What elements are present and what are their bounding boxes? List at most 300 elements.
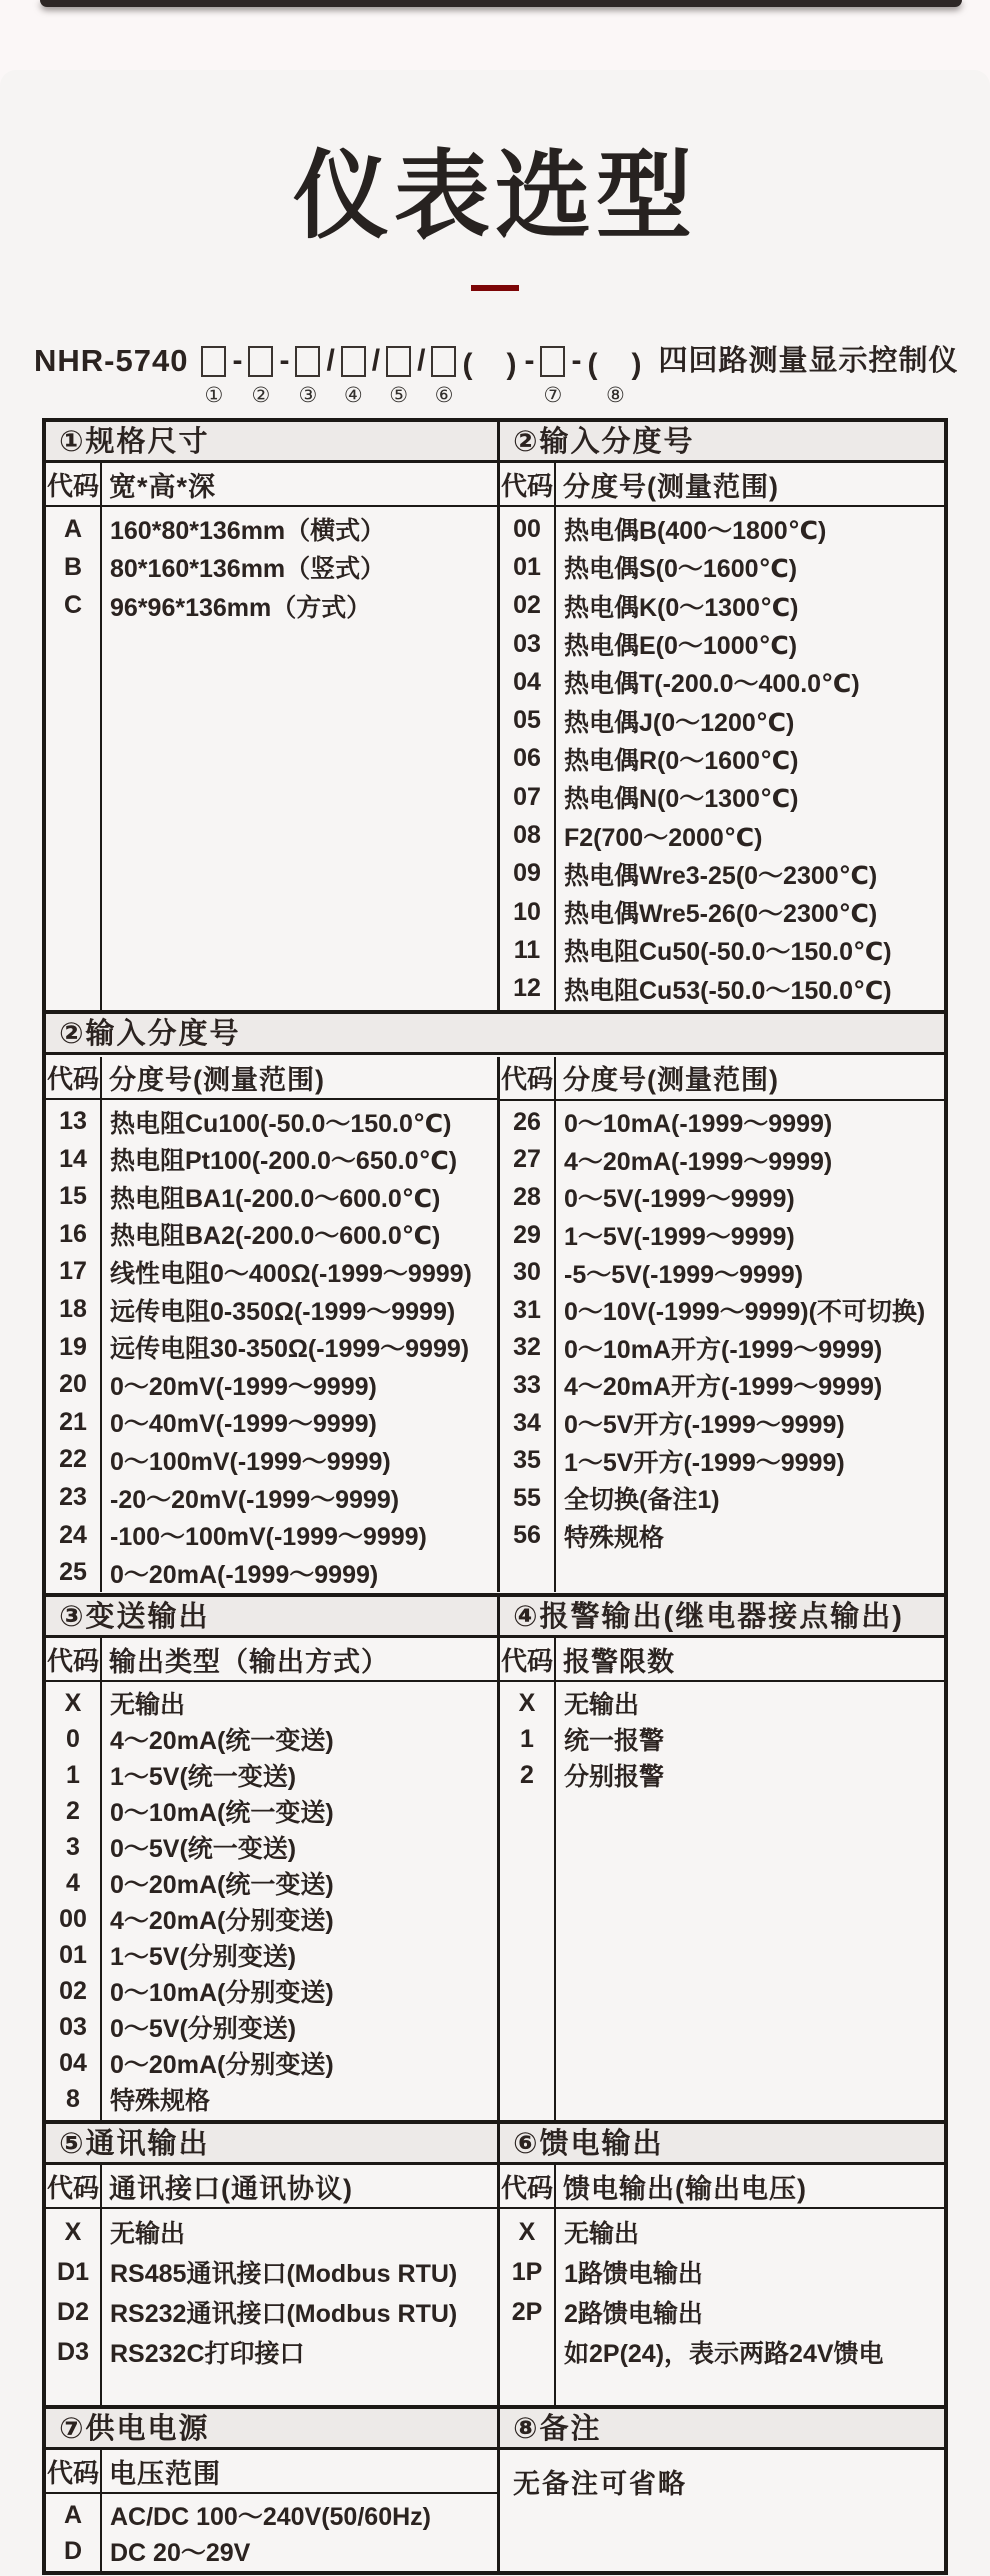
- section-header: ②输入分度号: [500, 422, 944, 463]
- model-code-separator: -: [524, 341, 534, 409]
- circled-position-number: [488, 383, 494, 409]
- table-row: [500, 1141, 944, 1179]
- table-band-4: [46, 2124, 944, 2409]
- row-value: 热电偶Wre5-26(0～2300℃): [564, 900, 878, 929]
- table-row: [500, 1367, 944, 1405]
- row-value: -20～20mV(-1999～9999): [110, 1485, 400, 1514]
- row-value: 热电偶R(0～1600℃): [564, 746, 799, 775]
- code-column-header: 代码: [500, 1645, 553, 1676]
- blank-code-box: [341, 346, 366, 377]
- row-value: 0～10V(-1999～9999)(不可切换): [564, 1298, 926, 1327]
- section-header: ①规格尺寸: [46, 422, 497, 463]
- table-row: [500, 1442, 944, 1480]
- model-code-separator: -: [279, 341, 289, 409]
- rows-feed-output: [500, 2209, 944, 2405]
- row-code: 25: [59, 1558, 87, 1587]
- row-value: RS232C打印接口: [110, 2340, 305, 2368]
- model-code-separator: /: [372, 341, 380, 409]
- value-column-header: 输出类型（输出方式）: [109, 1646, 389, 1677]
- row-value: 0～20mA(分别变送): [110, 2051, 334, 2079]
- row-code: 01: [513, 552, 541, 581]
- row-code: 28: [513, 1182, 541, 1211]
- row-code: 3: [66, 1832, 80, 1861]
- model-code-parens: ( ) ⑧: [587, 348, 644, 407]
- section-power-supply: [46, 2409, 500, 2571]
- code-column-divider: [554, 1638, 556, 2120]
- row-value: 热电偶K(0～1300℃): [564, 593, 799, 622]
- table-row: [500, 931, 944, 969]
- row-code: C: [63, 591, 83, 620]
- table-row: [46, 1973, 497, 2009]
- table-row: [500, 587, 944, 625]
- section-header: ④报警输出(继电器接点输出): [500, 1597, 944, 1638]
- model-code-tokens: [198, 341, 646, 409]
- row-code: 26: [513, 1107, 541, 1136]
- table-row: [46, 1479, 497, 1517]
- row-value: 热电阻Cu100(-50.0～150.0℃): [110, 1109, 452, 1138]
- row-code: 17: [59, 1257, 87, 1286]
- section-input-range-1: [500, 422, 944, 1010]
- row-value: 热电阻BA1(-200.0～600.0℃): [110, 1184, 441, 1213]
- row-value: 无输出: [564, 2220, 640, 2248]
- table-row: [500, 2292, 944, 2332]
- row-code: B: [63, 552, 83, 581]
- code-column-header: 代码: [500, 470, 553, 501]
- row-code: D: [63, 2536, 83, 2565]
- row-value: 热电偶Wre3-25(0～2300℃): [564, 861, 878, 890]
- row-value: 0～5V(分别变送): [110, 2015, 297, 2043]
- row-code: 55: [513, 1483, 541, 1512]
- row-code: 16: [59, 1219, 87, 1248]
- row-value: 0～5V开方(-1999～9999): [564, 1411, 845, 1440]
- row-value: -5～5V(-1999～9999): [564, 1260, 804, 1289]
- table-row: [500, 1216, 944, 1254]
- code-column-header: 代码: [46, 470, 99, 501]
- row-value: 全切换(备注1): [564, 1486, 720, 1515]
- model-code-box: [386, 341, 411, 409]
- row-value: 0～10mA开方(-1999～9999): [564, 1335, 883, 1364]
- table-row: [46, 2292, 497, 2332]
- table-row: [46, 2533, 497, 2569]
- table-band-2: [46, 1014, 944, 1597]
- blank-code-box: [201, 346, 226, 377]
- table-row: [46, 2045, 497, 2081]
- rows-input-range-13-25: [46, 1100, 497, 1592]
- row-code: 24: [59, 1520, 87, 1549]
- section-alarm-output: [500, 1597, 944, 2120]
- section-transmit-output: [46, 1597, 500, 2120]
- section-header: ⑤通讯输出: [46, 2124, 497, 2165]
- table-row: [500, 893, 944, 931]
- row-value: -100～100mV(-1999～9999): [110, 1523, 427, 1552]
- row-code: 56: [513, 1521, 541, 1550]
- row-value: 2路馈电输出: [564, 2300, 703, 2328]
- row-code: 04: [513, 667, 541, 696]
- table-row: [46, 1253, 497, 1291]
- table-row: [46, 1404, 497, 1442]
- row-code: 35: [513, 1446, 541, 1475]
- code-column-header: 代码: [46, 1063, 99, 1094]
- value-column-header: 电压范围: [109, 2458, 221, 2489]
- row-code: 00: [513, 514, 541, 543]
- row-code: X: [518, 2217, 536, 2246]
- row-value: 无输出: [110, 2220, 186, 2248]
- table-row: [500, 1721, 944, 1757]
- table-row: [500, 1329, 944, 1367]
- circled-position-number: ⑧: [606, 384, 625, 407]
- row-code: 11: [513, 935, 541, 964]
- row-value: 1路馈电输出: [564, 2260, 703, 2288]
- row-value: 80*160*136mm（竖式）: [110, 555, 386, 584]
- row-value: 热电阻BA2(-200.0～600.0℃): [110, 1222, 441, 1251]
- row-value: RS485通讯接口(Modbus RTU): [110, 2260, 458, 2288]
- row-code: 03: [59, 2012, 87, 2041]
- row-code: 02: [513, 591, 541, 620]
- blank-code-box: [431, 346, 456, 377]
- circled-position-number: [282, 383, 288, 409]
- table-row: [46, 1366, 497, 1404]
- section-comm-output: [46, 2124, 500, 2405]
- blank-code-box: [540, 346, 565, 377]
- value-column-header: 分度号(测量范围): [563, 471, 779, 502]
- table-row: [46, 2497, 497, 2533]
- row-code: 29: [513, 1220, 541, 1249]
- row-value: 特殊规格: [564, 1523, 665, 1552]
- table-row: [46, 1291, 497, 1329]
- circled-position-number: ②: [251, 384, 271, 407]
- circled-position-number: ⑦: [543, 384, 563, 407]
- table-row: [46, 1793, 497, 1829]
- row-code: X: [518, 1688, 536, 1717]
- code-column-divider: [554, 2165, 556, 2405]
- circled-position-number: ④: [343, 384, 363, 407]
- table-row: [46, 510, 497, 548]
- code-column-divider: [554, 1057, 556, 1592]
- row-code: 15: [59, 1182, 87, 1211]
- table-row: [46, 1140, 497, 1178]
- row-code: 09: [513, 859, 541, 888]
- row-value: 线性电阻0～400Ω(-1999～9999): [110, 1259, 472, 1288]
- section-header-input-range: ②输入分度号: [46, 1014, 944, 1055]
- row-code: D2: [57, 2297, 89, 2326]
- code-column-header: 代码: [46, 2172, 99, 2203]
- model-code-box: [341, 341, 366, 409]
- circled-position-number: ⑥: [434, 384, 454, 407]
- row-value: 统一报警: [564, 1727, 665, 1755]
- table-row: [500, 2212, 944, 2252]
- row-value: 分别报警: [564, 1763, 665, 1791]
- row-code: 1: [66, 1760, 80, 1789]
- row-value: 4～20mA(-1999～9999): [564, 1147, 833, 1176]
- row-code: 05: [513, 706, 541, 735]
- row-value: 热电偶N(0～1300℃): [564, 785, 799, 814]
- value-column-header: 分度号(测量范围): [563, 1065, 779, 1095]
- code-column-divider: [100, 1638, 102, 2120]
- section-feed-output: [500, 2124, 944, 2405]
- row-code: 18: [59, 1295, 87, 1324]
- table-row: [46, 1937, 497, 1973]
- section-header: ⑦供电电源: [46, 2409, 497, 2450]
- table-row: [46, 1901, 497, 1937]
- table-row: [46, 1685, 497, 1721]
- row-value: 0～10mA(分别变送): [110, 1979, 334, 2007]
- row-value: 1～5V(-1999～9999): [564, 1223, 795, 1252]
- row-code: 13: [59, 1107, 87, 1136]
- table-row: [500, 1479, 944, 1517]
- row-value: DC 20～29V: [110, 2539, 251, 2567]
- top-accent-bar: [40, 0, 962, 7]
- row-code: 0: [66, 1724, 80, 1753]
- table-row: [46, 1554, 497, 1592]
- row-code: X: [64, 1688, 82, 1717]
- row-code: 01: [59, 1940, 87, 1969]
- table-row: [46, 1757, 497, 1793]
- rows-transmit-output: [46, 1682, 497, 2120]
- table-row: [500, 1685, 944, 1721]
- row-value: 无输出: [110, 1691, 186, 1719]
- table-row: [500, 1404, 944, 1442]
- row-value: 无输出: [564, 1691, 640, 1719]
- rows-input-range-00-12: [500, 507, 944, 1010]
- code-column-divider: [100, 463, 102, 1010]
- row-value: AC/DC 100～240V(50/60Hz): [110, 2503, 431, 2531]
- row-code: 23: [59, 1483, 87, 1512]
- table-row: [500, 855, 944, 893]
- table-row: [500, 970, 944, 1008]
- row-code: 34: [513, 1408, 541, 1437]
- table-row: [46, 2081, 497, 2117]
- row-code: 19: [59, 1332, 87, 1361]
- blank-code-box: [295, 346, 320, 377]
- table-row: [46, 1178, 497, 1216]
- section-input-range-right: [500, 1057, 944, 1592]
- row-value: 热电阻Cu53(-50.0～150.0℃): [564, 976, 892, 1005]
- model-code-separator: -: [571, 341, 581, 409]
- table-row: [46, 548, 497, 586]
- row-code: 2P: [511, 2297, 543, 2326]
- table-row: [500, 1254, 944, 1292]
- row-value: 4～20mA(分别变送): [110, 1907, 334, 1935]
- circled-position-number: [373, 383, 379, 409]
- row-code: 33: [513, 1370, 541, 1399]
- remarks-note: 无备注可省略: [513, 2469, 687, 2499]
- model-code-separator: /: [417, 341, 425, 409]
- table-row: [500, 663, 944, 701]
- table-row: [46, 587, 497, 625]
- code-column-header: 代码: [46, 2457, 99, 2488]
- row-value: 远传电阻30-350Ω(-1999～9999): [110, 1335, 470, 1364]
- row-code: 31: [513, 1295, 541, 1324]
- row-code: 2: [520, 1760, 534, 1789]
- section-header: ③变送输出: [46, 1597, 497, 1638]
- content-card: [0, 70, 990, 2576]
- value-column-header: 通讯接口(通讯协议): [109, 2173, 353, 2204]
- table-row: [500, 1179, 944, 1217]
- row-value: 热电偶E(0～1000℃): [564, 632, 798, 661]
- row-value: RS232通讯接口(Modbus RTU): [110, 2300, 458, 2328]
- rows-power-supply: [46, 2494, 497, 2571]
- code-column-divider: [100, 2165, 102, 2405]
- model-prefix: NHR-5740: [34, 343, 189, 378]
- row-code: D3: [57, 2337, 89, 2366]
- table-row: [500, 816, 944, 854]
- row-value: 热电偶B(400～1800℃): [564, 517, 827, 546]
- table-row: [46, 2252, 497, 2292]
- circled-position-number: [328, 383, 334, 409]
- row-value: 4～20mA(统一变送): [110, 1727, 334, 1755]
- code-column-divider: [100, 2450, 102, 2571]
- blank-code-box: [386, 346, 411, 377]
- section-spec-size: [46, 422, 500, 1010]
- circled-position-number: ⑤: [389, 384, 409, 407]
- table-row: [500, 701, 944, 739]
- row-code: 14: [59, 1144, 87, 1173]
- row-value: 0～100mV(-1999～9999): [110, 1447, 391, 1476]
- row-value: 远传电阻0-350Ω(-1999～9999): [110, 1297, 456, 1326]
- table-row: [46, 1441, 497, 1479]
- row-value: 特殊规格: [110, 2087, 211, 2115]
- row-code: X: [64, 2217, 82, 2246]
- table-row: [500, 1757, 944, 1793]
- code-column-header: 代码: [500, 2172, 553, 2203]
- table-row: [500, 1104, 944, 1142]
- table-row: [46, 1865, 497, 1901]
- row-code: 32: [513, 1333, 541, 1362]
- circled-position-number: [574, 383, 580, 409]
- row-code: 08: [513, 821, 541, 850]
- row-code: 07: [513, 782, 541, 811]
- value-column-header: 馈电输出(输出电压): [563, 2173, 807, 2204]
- value-column-header: 宽*高*深: [109, 471, 217, 502]
- code-column-divider: [100, 1057, 102, 1592]
- row-code: 21: [59, 1407, 87, 1436]
- page-title: 仪表选型: [293, 143, 697, 250]
- model-code-box: [431, 341, 456, 409]
- circled-position-number: ③: [298, 384, 318, 407]
- model-code-box: [540, 341, 565, 409]
- rows-comm-output: [46, 2209, 497, 2405]
- value-column-header: 分度号(测量范围): [109, 1064, 325, 1095]
- row-value: 热电偶S(0～1600℃): [564, 555, 798, 584]
- row-value: 0～40mV(-1999～9999): [110, 1410, 377, 1439]
- table-row: [46, 1328, 497, 1366]
- blank-code-box: [248, 346, 273, 377]
- model-code-box: [248, 341, 273, 409]
- row-code: 06: [513, 744, 541, 773]
- table-row: [46, 2332, 497, 2372]
- row-code: D1: [57, 2257, 89, 2286]
- section-header: ⑥馈电输出: [500, 2124, 944, 2165]
- table-row: [500, 1291, 944, 1329]
- table-row: [46, 2212, 497, 2252]
- circled-position-number: [418, 383, 424, 409]
- row-value: 如2P(24)，表示两路24V馈电: [564, 2340, 884, 2368]
- table-band-3: [46, 1597, 944, 2124]
- model-description: 四回路测量显示控制仪: [658, 345, 959, 377]
- row-code: 12: [513, 974, 541, 1003]
- model-code-line: [34, 341, 990, 409]
- row-value: 1～5V开方(-1999～9999): [564, 1448, 845, 1477]
- row-value: 96*96*136mm（方式）: [110, 593, 372, 622]
- row-value: 4～20mA开方(-1999～9999): [564, 1373, 883, 1402]
- row-code: 04: [59, 2048, 87, 2077]
- model-code-box: [295, 341, 320, 409]
- row-value: 0～20mV(-1999～9999): [110, 1372, 377, 1401]
- table-row: [500, 1517, 944, 1555]
- code-column-header: 代码: [500, 1064, 553, 1094]
- row-value: 0～10mA(-1999～9999): [564, 1110, 833, 1139]
- value-column-header: 报警限数: [563, 1646, 675, 1677]
- row-value: 0～20mA(统一变送): [110, 1871, 334, 1899]
- section-input-range-left: [46, 1057, 500, 1592]
- row-code: 1P: [511, 2257, 543, 2286]
- row-code: A: [63, 514, 83, 543]
- row-code: A: [63, 2500, 83, 2529]
- table-row: [46, 1516, 497, 1554]
- table-row: [46, 1829, 497, 1865]
- row-code: 2: [66, 1796, 80, 1825]
- row-value: 热电阻Cu50(-50.0～150.0℃): [564, 938, 892, 967]
- table-row: [46, 2009, 497, 2045]
- table-band-5: [46, 2409, 944, 2571]
- row-code: 1: [520, 1724, 534, 1753]
- rows-input-range-26-56: [500, 1101, 944, 1592]
- row-value: 0～5V(统一变送): [110, 1835, 297, 1863]
- row-value: 1～5V(分别变送): [110, 1943, 297, 1971]
- row-value: 0～5V(-1999～9999): [564, 1185, 795, 1214]
- row-code: 02: [59, 1976, 87, 2005]
- row-code: 00: [59, 1904, 87, 1933]
- model-code-separator: -: [232, 341, 242, 409]
- table-row: [46, 1216, 497, 1254]
- row-value: F2(700～2000℃): [564, 823, 763, 852]
- rows-spec-size: [46, 507, 497, 1010]
- row-value: 热电偶T(-200.0～400.0℃): [564, 670, 860, 699]
- table-row: [46, 1721, 497, 1757]
- row-value: 0～10mA(统一变送): [110, 1799, 334, 1827]
- row-value: 热电阻Pt100(-200.0～650.0℃): [110, 1147, 458, 1176]
- table-row: [46, 1103, 497, 1141]
- section-remarks: [500, 2409, 944, 2571]
- table-row: [500, 2252, 944, 2292]
- table-row: [500, 778, 944, 816]
- code-column-header: 代码: [46, 1645, 99, 1676]
- row-code: 22: [59, 1445, 87, 1474]
- row-value: 1～5V(统一变送): [110, 1763, 297, 1791]
- selection-table: [42, 418, 948, 2575]
- model-code-separator: /: [326, 341, 334, 409]
- title-accent-dash: [471, 285, 519, 291]
- row-value: 160*80*136mm（横式）: [110, 517, 386, 546]
- circled-position-number: ①: [204, 384, 224, 407]
- circled-position-number: [235, 383, 241, 409]
- rows-alarm-output: [500, 1682, 944, 2120]
- row-value: 0～20mA(-1999～9999): [110, 1560, 379, 1589]
- row-code: 20: [59, 1370, 87, 1399]
- row-code: 10: [513, 897, 541, 926]
- table-row: [500, 2332, 944, 2372]
- table-row: [500, 510, 944, 548]
- row-code: 8: [66, 2084, 80, 2113]
- model-code-parens: ( ): [462, 341, 518, 409]
- circled-position-number: [527, 383, 533, 409]
- row-code: 4: [66, 1868, 80, 1897]
- row-code: 03: [513, 629, 541, 658]
- table-band-1: [46, 422, 944, 1014]
- code-column-divider: [554, 463, 556, 1010]
- row-code: 27: [513, 1145, 541, 1174]
- row-code: 30: [513, 1258, 541, 1287]
